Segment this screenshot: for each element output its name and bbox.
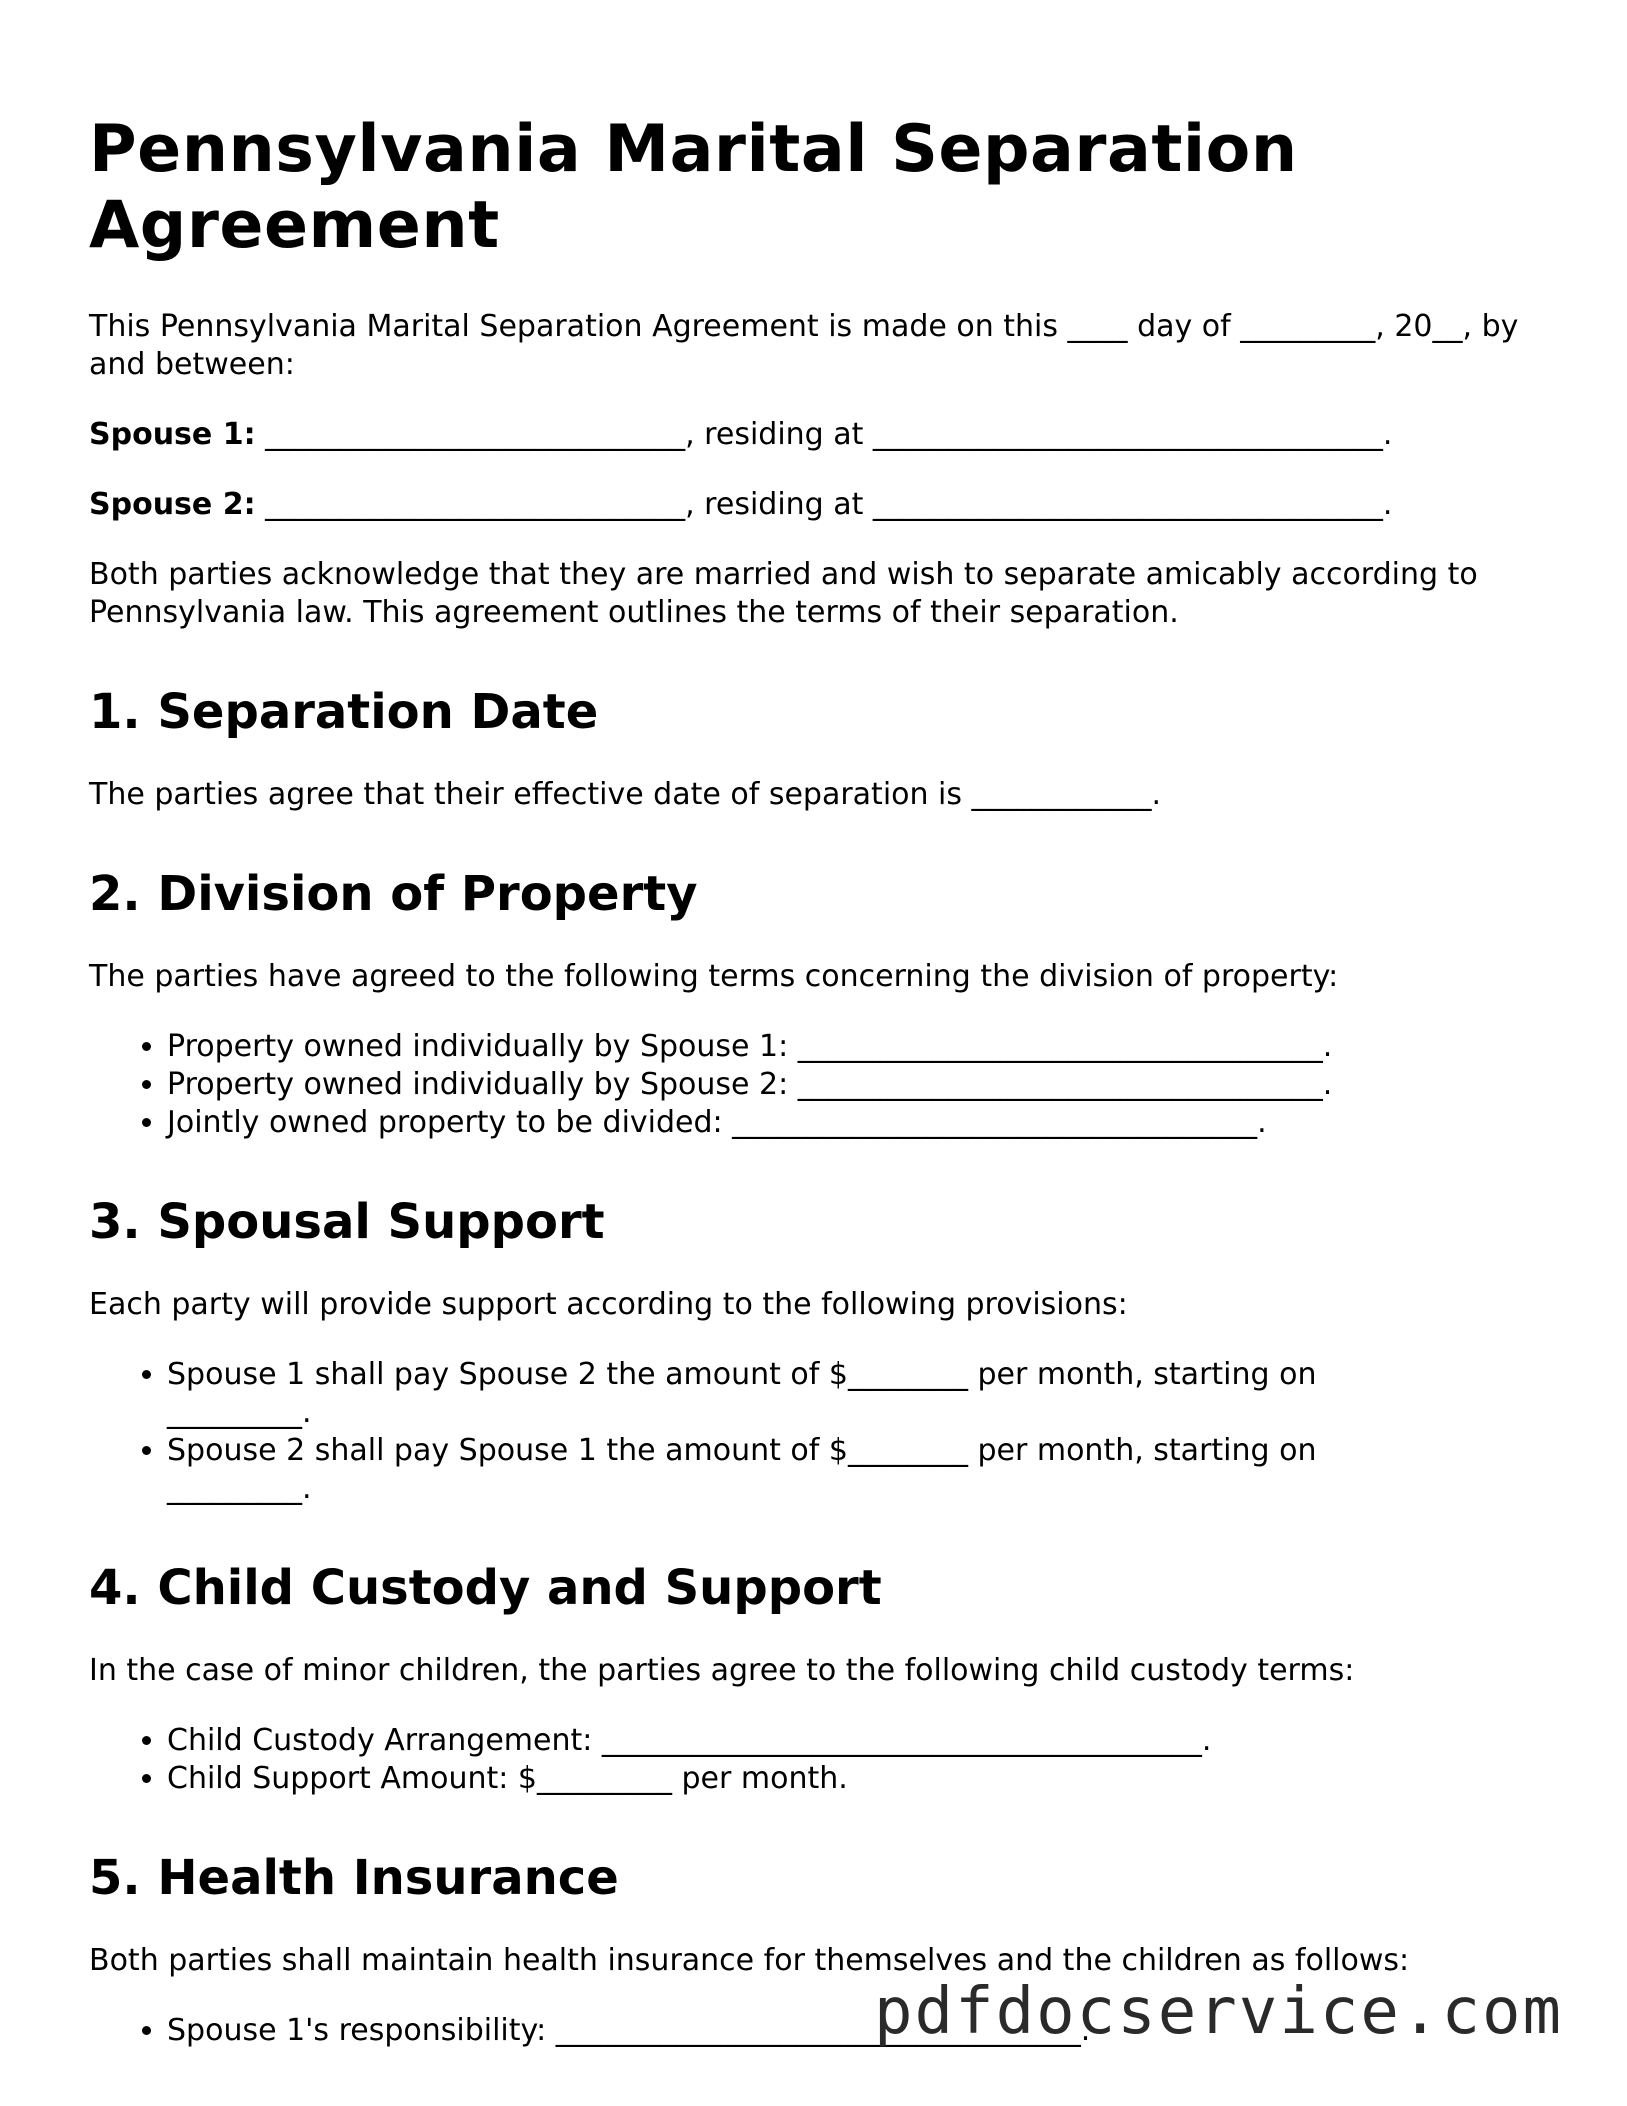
document-page [89, 112, 1549, 2078]
list-item: • Child Support Amount: $_________ per month. [167, 1760, 1549, 1798]
document-title: Pennsylvania Marital Separation Agreement [89, 112, 1298, 263]
section-heading-separation-date: 1. Separation Date [89, 684, 599, 740]
list-item: • Property owned individually by Spouse 1: ___________________________________. [167, 1028, 1549, 1066]
section-heading-child-custody: 4. Child Custody and Support [89, 1560, 882, 1616]
spouse-1-label: Spouse 1: [89, 417, 256, 452]
list-item: • Spouse 1's responsibility: ___________________________________. [167, 2012, 1549, 2050]
section-heading-health-insurance: 5. Health Insurance [89, 1850, 619, 1906]
spouse-2-fields: ____________________________, residing at __________________________________. [255, 487, 1393, 522]
list-item: • Spouse 2 shall pay Spouse 1 the amount of $________ per month, starting on _________. [167, 1432, 1399, 1508]
section-body-spousal-support: Each party will provide support according to the following provisions: [89, 1287, 1128, 1322]
list-item: • Jointly owned property to be divided: ___________________________________. [167, 1104, 1549, 1142]
property-list [89, 1028, 1549, 1142]
spouse-1-fields: ____________________________, residing at __________________________________. [255, 417, 1393, 452]
spouse-2-label: Spouse 2: [89, 487, 256, 522]
list-item: • Child Custody Arrangement: ________________________________________. [167, 1722, 1549, 1760]
section-body-separation-date: The parties agree that their effective date of separation is ____________. [89, 777, 1162, 812]
section-heading-spousal-support: 3. Spousal Support [89, 1194, 605, 1250]
spouse-1-line [89, 416, 1549, 454]
spousal-support-list [89, 1356, 1549, 1508]
watermark-text: pdfdocservice.com [874, 1975, 1564, 2049]
section-heading-division-of-property: 2. Division of Property [89, 866, 698, 922]
acknowledgement-paragraph: Both parties acknowledge that they are married and wish to separate amicably according to Pennsylvania law. This agreement outlines the terms of their separation. [89, 557, 1478, 630]
child-custody-list [89, 1722, 1549, 1798]
list-item: • Spouse 1 shall pay Spouse 2 the amount of $________ per month, starting on _________. [167, 1356, 1399, 1432]
list-item: • Property owned individually by Spouse 2: ___________________________________. [167, 1066, 1549, 1104]
intro-paragraph: This Pennsylvania Marital Separation Agreement is made on this ____ day of _________, 20__, by and between: [89, 309, 1519, 382]
section-body-health-insurance: Both parties shall maintain health insurance for themselves and the children as follows: [89, 1943, 1410, 1978]
section-body-division-of-property: The parties have agreed to the following terms concerning the division of property: [89, 959, 1339, 994]
section-body-child-custody: In the case of minor children, the parties agree to the following child custody terms: [89, 1653, 1355, 1688]
spouse-2-line [89, 486, 1549, 524]
